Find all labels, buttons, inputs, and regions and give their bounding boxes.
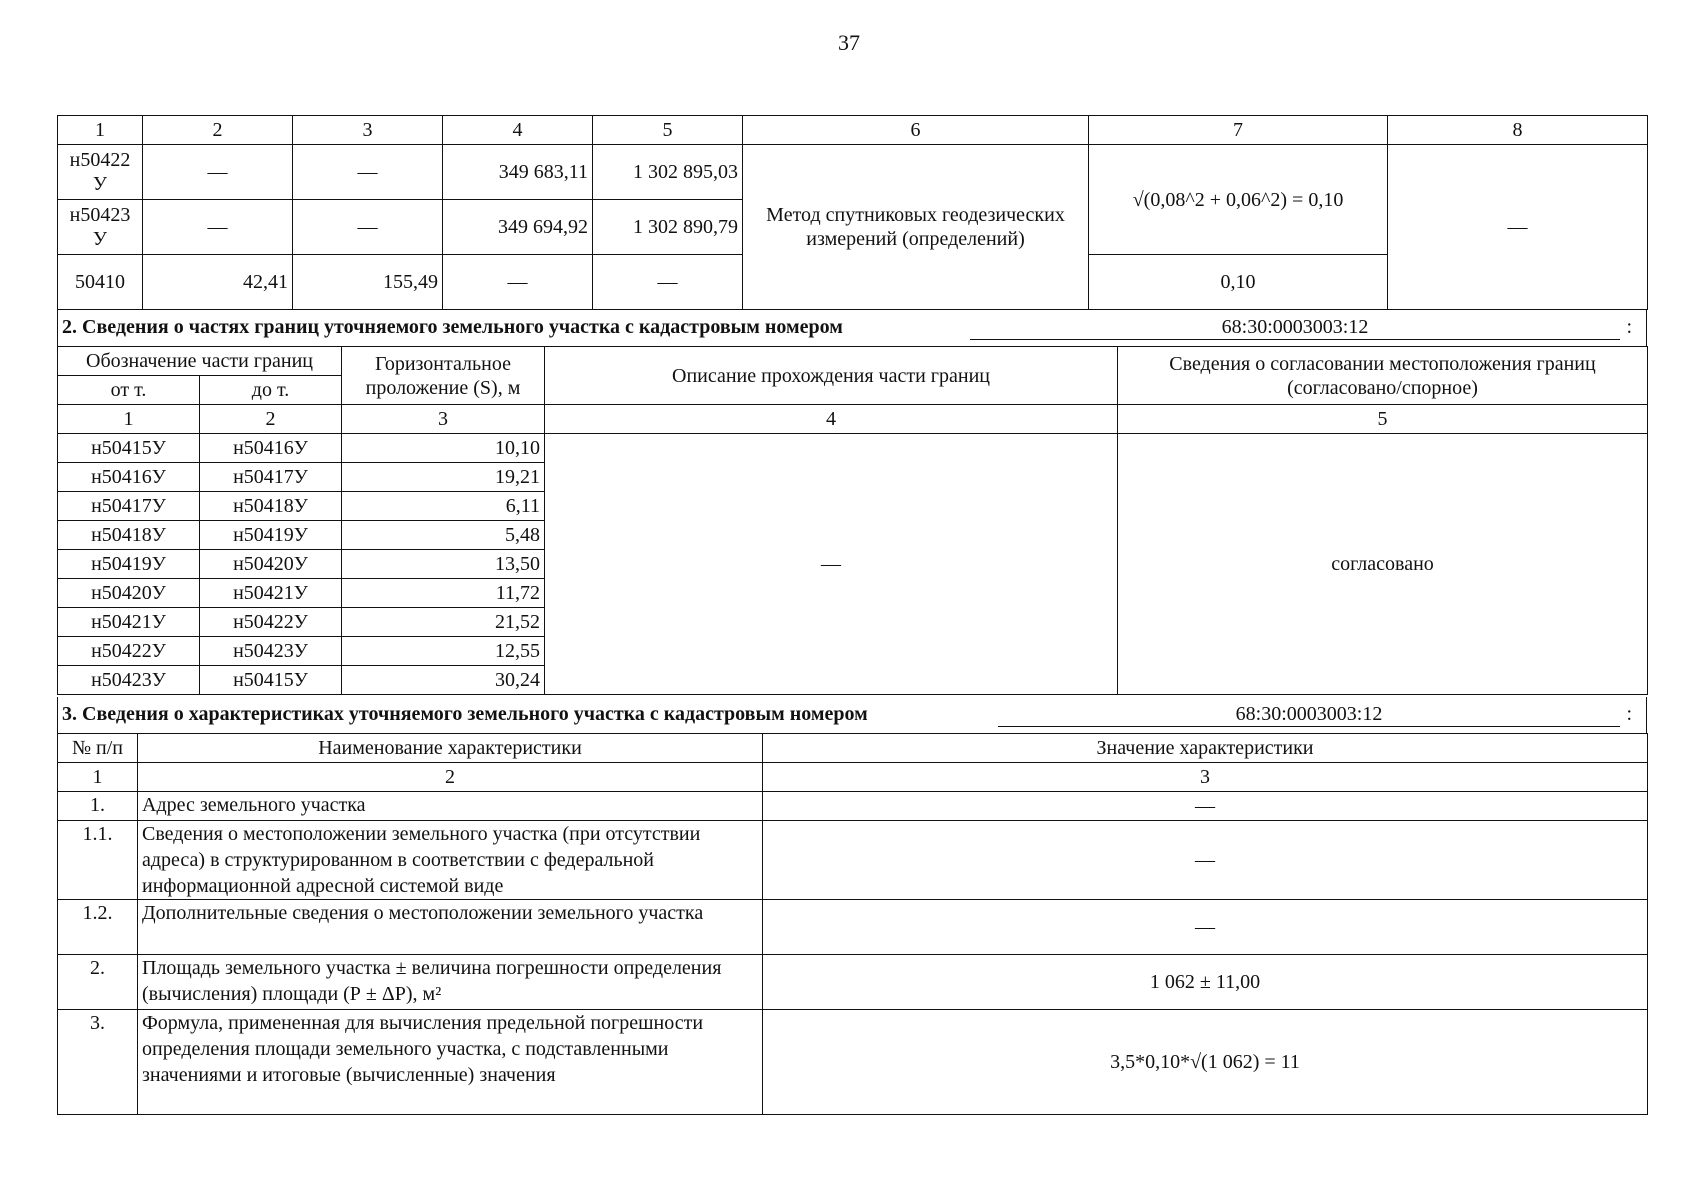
table-cell: — — [293, 145, 443, 200]
section2-cadastral-number: 68:30:0003003:12 — [970, 316, 1620, 340]
method-cell: Метод спутниковых геодезических измерений (определений) — [743, 145, 1089, 310]
characteristic-name: Площадь земельного участка ± величина погрешности определения (вычисления) площади (Р ± ΔР), м² — [138, 955, 763, 1010]
accuracy-value: 0,10 — [1089, 255, 1388, 310]
agreement-value: согласовано — [1118, 434, 1648, 695]
to-point: н50420У — [200, 550, 342, 579]
table-row — [58, 900, 1648, 955]
section3-header — [57, 697, 1647, 733]
horizontal-distance: 11,72 — [342, 579, 545, 608]
section3-title: 3. Сведения о характеристиках уточняемого земельного участка с кадастровым номером — [62, 703, 868, 725]
characteristic-value: — — [763, 821, 1648, 900]
horizontal-header: Горизонтальное проложение (S), м — [342, 347, 545, 405]
table-row — [58, 434, 1648, 463]
header-row — [58, 734, 1648, 763]
value-header: Значение характеристики — [763, 734, 1648, 763]
horizontal-distance: 12,55 — [342, 637, 545, 666]
num-header: № п/п — [58, 734, 138, 763]
point-name: н50423 У — [58, 200, 143, 255]
to-point: н50423У — [200, 637, 342, 666]
row-number: 1. — [58, 792, 138, 821]
from-point: н50419У — [58, 550, 200, 579]
col-number: 4 — [545, 405, 1118, 434]
column-numbers-row — [58, 405, 1648, 434]
from-point: н50423У — [58, 666, 200, 695]
characteristic-name: Сведения о местоположении земельного участка (при отсутствии адреса) в структурированном в соответствии с федеральной информационной адресной системой виде — [138, 821, 763, 900]
row-number: 3. — [58, 1010, 138, 1115]
coord-y: 1 302 890,79 — [593, 200, 743, 255]
from-point: н50417У — [58, 492, 200, 521]
col-number: 2 — [200, 405, 342, 434]
row-number: 2. — [58, 955, 138, 1010]
table-row — [58, 821, 1648, 900]
to-point: н50415У — [200, 666, 342, 695]
name-header: Наименование характеристики — [138, 734, 763, 763]
from-point: н50415У — [58, 434, 200, 463]
to-point: н50416У — [200, 434, 342, 463]
header-row — [58, 116, 1648, 145]
col8-cell: — — [1388, 145, 1648, 310]
table-row — [58, 145, 1648, 200]
to-point: н50418У — [200, 492, 342, 521]
header-row — [58, 347, 1648, 376]
to-point: н50419У — [200, 521, 342, 550]
col-header: 4 — [443, 116, 593, 145]
coord-x: 349 683,11 — [443, 145, 593, 200]
from-header: от т. — [58, 376, 200, 405]
coord-x: 349 694,92 — [443, 200, 593, 255]
table-row — [58, 792, 1648, 821]
col-header: 5 — [593, 116, 743, 145]
from-point: н50418У — [58, 521, 200, 550]
from-point: н50422У — [58, 637, 200, 666]
table-cell: 42,41 — [143, 255, 293, 310]
boundary-parts-table — [57, 346, 1648, 695]
characteristic-name: Формула, примененная для вычисления предельной погрешности определения площади земельного участка, с подставленными значениями и итоговые (вычисленные) значения — [138, 1010, 763, 1115]
description-header: Описание прохождения части границ — [545, 347, 1118, 405]
col-number: 1 — [58, 405, 200, 434]
col-number: 3 — [342, 405, 545, 434]
coord-y: 1 302 895,03 — [593, 145, 743, 200]
col-header: 2 — [143, 116, 293, 145]
accuracy-formula: √(0,08^2 + 0,06^2) = 0,10 — [1089, 145, 1388, 255]
coord-y: — — [593, 255, 743, 310]
description-value: — — [545, 434, 1118, 695]
col-header: 6 — [743, 116, 1089, 145]
to-point: н50417У — [200, 463, 342, 492]
table-cell: — — [143, 200, 293, 255]
to-point: н50422У — [200, 608, 342, 637]
table-cell: — — [143, 145, 293, 200]
col-header: 8 — [1388, 116, 1648, 145]
section3-cadastral-number: 68:30:0003003:12 — [998, 703, 1620, 727]
agreement-header: Сведения о согласовании местоположения границ (согласовано/спорное) — [1118, 347, 1648, 405]
characteristic-value: — — [763, 900, 1648, 955]
part-designation-header: Обозначение части границ — [58, 347, 342, 376]
characteristic-value: 3,5*0,10*√(1 062) = 11 — [763, 1010, 1648, 1115]
horizontal-distance: 10,10 — [342, 434, 545, 463]
horizontal-distance: 13,50 — [342, 550, 545, 579]
section3-colon: : — [1626, 703, 1632, 725]
horizontal-distance: 19,21 — [342, 463, 545, 492]
characteristic-value: — — [763, 792, 1648, 821]
section2-colon: : — [1626, 316, 1632, 338]
page-number: 37 — [838, 30, 860, 55]
section2-header — [57, 310, 1647, 346]
col-header: 3 — [293, 116, 443, 145]
horizontal-distance: 5,48 — [342, 521, 545, 550]
table-cell: 155,49 — [293, 255, 443, 310]
characteristic-value: 1 062 ± 11,00 — [763, 955, 1648, 1010]
from-point: н50421У — [58, 608, 200, 637]
characteristic-name: Адрес земельного участка — [138, 792, 763, 821]
col-header: 1 — [58, 116, 143, 145]
to-point: н50421У — [200, 579, 342, 608]
col-number: 1 — [58, 763, 138, 792]
table-cell: — — [293, 200, 443, 255]
point-name: н50422 У — [58, 145, 143, 200]
table-row — [58, 1010, 1648, 1115]
characteristic-name: Дополнительные сведения о местоположении земельного участка — [138, 900, 763, 955]
column-numbers-row — [58, 763, 1648, 792]
col-header: 7 — [1089, 116, 1388, 145]
coord-x: — — [443, 255, 593, 310]
characteristics-table — [57, 733, 1648, 1115]
section2-title: 2. Сведения о частях границ уточняемого земельного участка с кадастровым номером — [62, 316, 843, 338]
horizontal-distance: 21,52 — [342, 608, 545, 637]
horizontal-distance: 30,24 — [342, 666, 545, 695]
table-row — [58, 955, 1648, 1010]
point-name: 50410 — [58, 255, 143, 310]
col-number: 3 — [763, 763, 1648, 792]
from-point: н50416У — [58, 463, 200, 492]
to-header: до т. — [200, 376, 342, 405]
coordinates-table — [57, 115, 1648, 310]
row-number: 1.1. — [58, 821, 138, 900]
col-number: 5 — [1118, 405, 1648, 434]
row-number: 1.2. — [58, 900, 138, 955]
horizontal-distance: 6,11 — [342, 492, 545, 521]
from-point: н50420У — [58, 579, 200, 608]
col-number: 2 — [138, 763, 763, 792]
